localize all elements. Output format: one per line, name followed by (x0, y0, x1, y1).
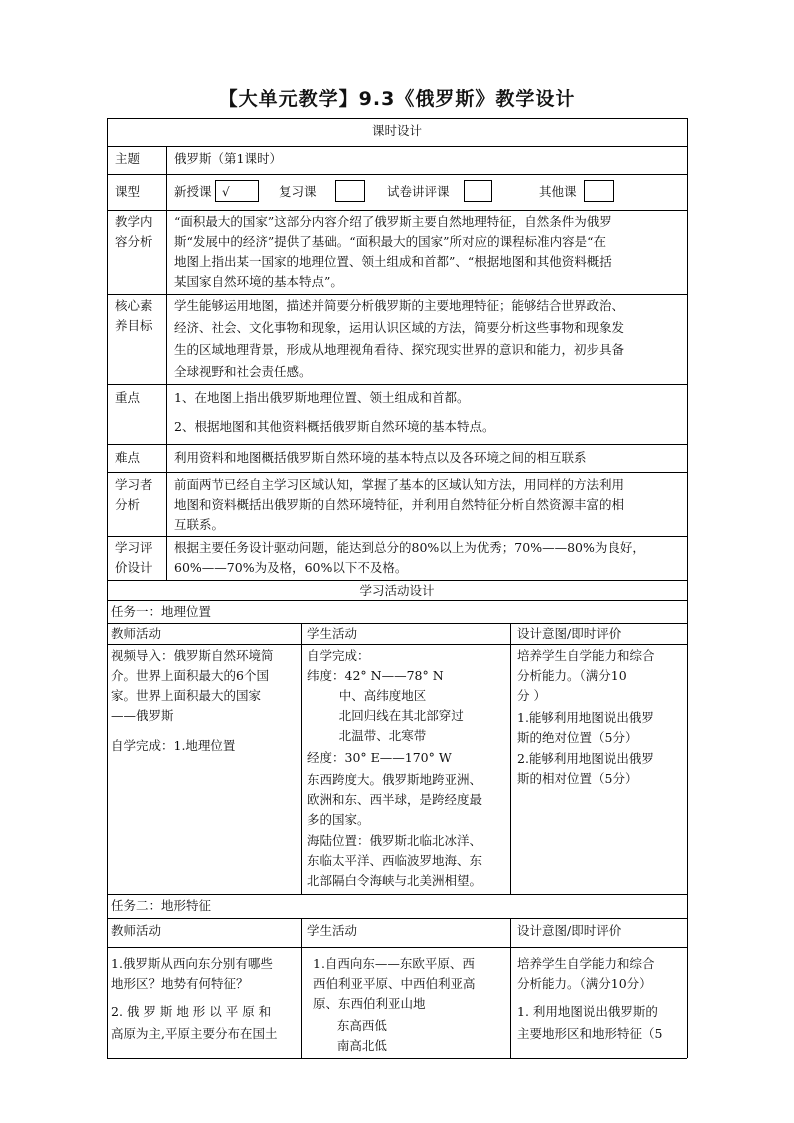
t1-student-line: 北部隔白令海峡与北美洲相望。 (307, 873, 483, 888)
eval-line: 根据主要任务设计驱动问题，能达到总分的80%以上为优秀；70%——80%为良好， (174, 540, 645, 555)
t1-teacher-line: 家。世界上面积最大的国家 (111, 688, 262, 703)
t2-design-line: 1. 利用地图说出俄罗斯的 (517, 1004, 658, 1019)
key-line: 1、在地图上指出俄罗斯地理位置、领土组成和首都。 (174, 390, 470, 405)
core-line: 学生能够运用地图，描述并简要分析俄罗斯的主要地理特征；能够结合世界政治、 (174, 298, 625, 313)
learner-label: 学习者 (115, 477, 153, 492)
difficulty-label: 难点 (115, 450, 141, 465)
t1-design-line: 斯的绝对位置（5分） (517, 730, 638, 745)
type-checkbox (584, 180, 614, 202)
t1-design-line: 分 ） (517, 688, 546, 703)
type-checkbox (335, 180, 365, 202)
t2-teacher-line: 地形区？地势有何特征？ (111, 976, 249, 991)
content-line: 某国家自然环境的基本特点”。 (174, 274, 343, 289)
core-line: 生的区域地理背景，形成从地理视角看待、探究现实世界的意识和能力，初步具备 (174, 342, 625, 357)
t2-student-line: 西伯利亚平原、中西伯利亚高 (313, 976, 476, 991)
col-student: 学生活动 (307, 923, 358, 938)
task-1-title: 任务一：地理位置 (111, 604, 212, 619)
col-design: 设计意图/即时评价 (517, 923, 622, 938)
t1-student-line: 海陆位置：俄罗斯北临北冰洋、 (307, 833, 483, 848)
t2-student-line: 1.自西向东——东欧平原、西 (313, 956, 475, 971)
difficulty-text: 利用资料和地图概括俄罗斯自然环境的基本特点以及各环境之间的相互联系 (174, 450, 587, 465)
col-teacher: 教师活动 (111, 626, 162, 641)
task-2-title: 任务二：地形特征 (111, 898, 212, 913)
learner-line: 互联系。 (174, 517, 225, 532)
type-option-label: 其他课 (539, 184, 577, 199)
core-line: 经济、社会、文化事物和现象，运用认识区域的方法，简要分析这些事物和现象发 (174, 320, 625, 335)
key-label: 重点 (115, 390, 141, 405)
type-label: 课型 (115, 184, 141, 199)
section-header-lesson: 课时设计 (371, 123, 422, 138)
t1-teacher-line: ——俄罗斯 (111, 708, 174, 723)
t1-student-line: 东临太平洋、西临波罗地海、东 (307, 853, 483, 868)
t1-student-line: 欧洲和东、西半球，是跨经度最 (307, 792, 483, 807)
t2-design-line: 培养学生自学能力和综合 (517, 956, 655, 971)
key-line: 2、根据地图和其他资料概括俄罗斯自然环境的基本特点。 (174, 419, 495, 434)
t2-teacher-line: 高原为主,平原主要分布在国土 (111, 1026, 278, 1041)
eval-label: 价设计 (115, 560, 153, 575)
lesson-plan-table (107, 118, 687, 1058)
content-label: 教学内 (115, 214, 153, 229)
t1-student-line: 多的国家。 (307, 812, 370, 827)
t2-teacher-line: 2. 俄 罗 斯 地 形 以 平 原 和 (111, 1004, 272, 1019)
learner-line: 前面两节已经自主学习区域认知，掌握了基本的区域认知方法，用同样的方法利用 (174, 477, 625, 492)
type-checkbox (464, 180, 492, 202)
col-teacher: 教师活动 (111, 923, 162, 938)
core-label: 核心素 (115, 298, 153, 313)
t2-student-line: 南高北低 (313, 1038, 387, 1053)
topic-label: 主题 (115, 151, 141, 166)
t1-student-line: 中、高纬度地区 (307, 688, 427, 703)
col-student: 学生活动 (307, 626, 358, 641)
t1-teacher-line: 自学完成：1.地理位置 (111, 738, 236, 753)
t2-design-line: 分析能力。（满分10分） (517, 976, 652, 991)
eval-line: 60%——70%为及格，60%以下不及格。 (174, 560, 408, 575)
type-checkbox: √ (215, 180, 259, 202)
t2-student-line: 东高西低 (313, 1018, 387, 1033)
content-line: 地图上指出某一国家的地理位置、领土组成和首都”、“根据地图和其他资料概括 (174, 254, 612, 269)
t1-teacher-line: 视频导入：俄罗斯自然环境简 (111, 648, 274, 663)
t1-design-line: 2.能够利用地图说出俄罗 (517, 751, 654, 766)
core-label: 养目标 (115, 318, 153, 333)
t1-design-line: 分析能力。（满分10 (517, 668, 627, 683)
t2-teacher-line: 1.俄罗斯从西向东分别有哪些 (111, 956, 273, 971)
learner-line: 地图和资料概括出俄罗斯的自然环境特征，并利用自然特征分析自然资源丰富的相 (174, 497, 625, 512)
learner-label: 分析 (115, 497, 141, 512)
topic-value: 俄罗斯（第1课时） (174, 151, 282, 166)
t2-design-line: 主要地形区和地形特征（5 (517, 1026, 663, 1041)
t1-student-line: 北温带、北寒带 (307, 728, 427, 743)
section-header-activity: 学习活动设计 (359, 583, 435, 598)
eval-label: 学习评 (115, 540, 153, 555)
core-line: 全球视野和社会责任感。 (174, 364, 312, 379)
content-line: 斯“发展中的经济”提供了基础。“面积最大的国家”所对应的课程标准内容是“在 (174, 234, 606, 249)
t1-design-line: 斯的相对位置（5分） (517, 771, 638, 786)
content-label: 容分析 (115, 234, 153, 249)
content-line: “面积最大的国家”这部分内容介绍了俄罗斯主要自然地理特征，自然条件为俄罗 (174, 214, 612, 229)
type-option-label: 复习课 (279, 184, 317, 199)
t2-student-line: 原、东西伯利亚山地 (313, 996, 426, 1011)
t1-student-line: 北回归线在其北部穿过 (307, 708, 464, 723)
document-title: 【大单元教学】9.3《俄罗斯》教学设计 (218, 88, 576, 110)
t1-student-line: 纬度：42° N——78° N (307, 668, 444, 683)
t1-design-line: 培养学生自学能力和综合 (517, 648, 655, 663)
type-option-label: 试卷讲评课 (387, 184, 450, 199)
t1-student-line: 自学完成： (307, 648, 370, 663)
col-design: 设计意图/即时评价 (517, 626, 622, 641)
type-option-label: 新授课 (174, 184, 212, 199)
t1-student-line: 东西跨度大。俄罗斯地跨亚洲、 (307, 772, 483, 787)
t1-teacher-line: 介。世界上面积最大的6个国 (111, 668, 269, 683)
t1-design-line: 1.能够利用地图说出俄罗 (517, 710, 654, 725)
t1-student-line: 经度：30° E——170° W (307, 750, 452, 765)
